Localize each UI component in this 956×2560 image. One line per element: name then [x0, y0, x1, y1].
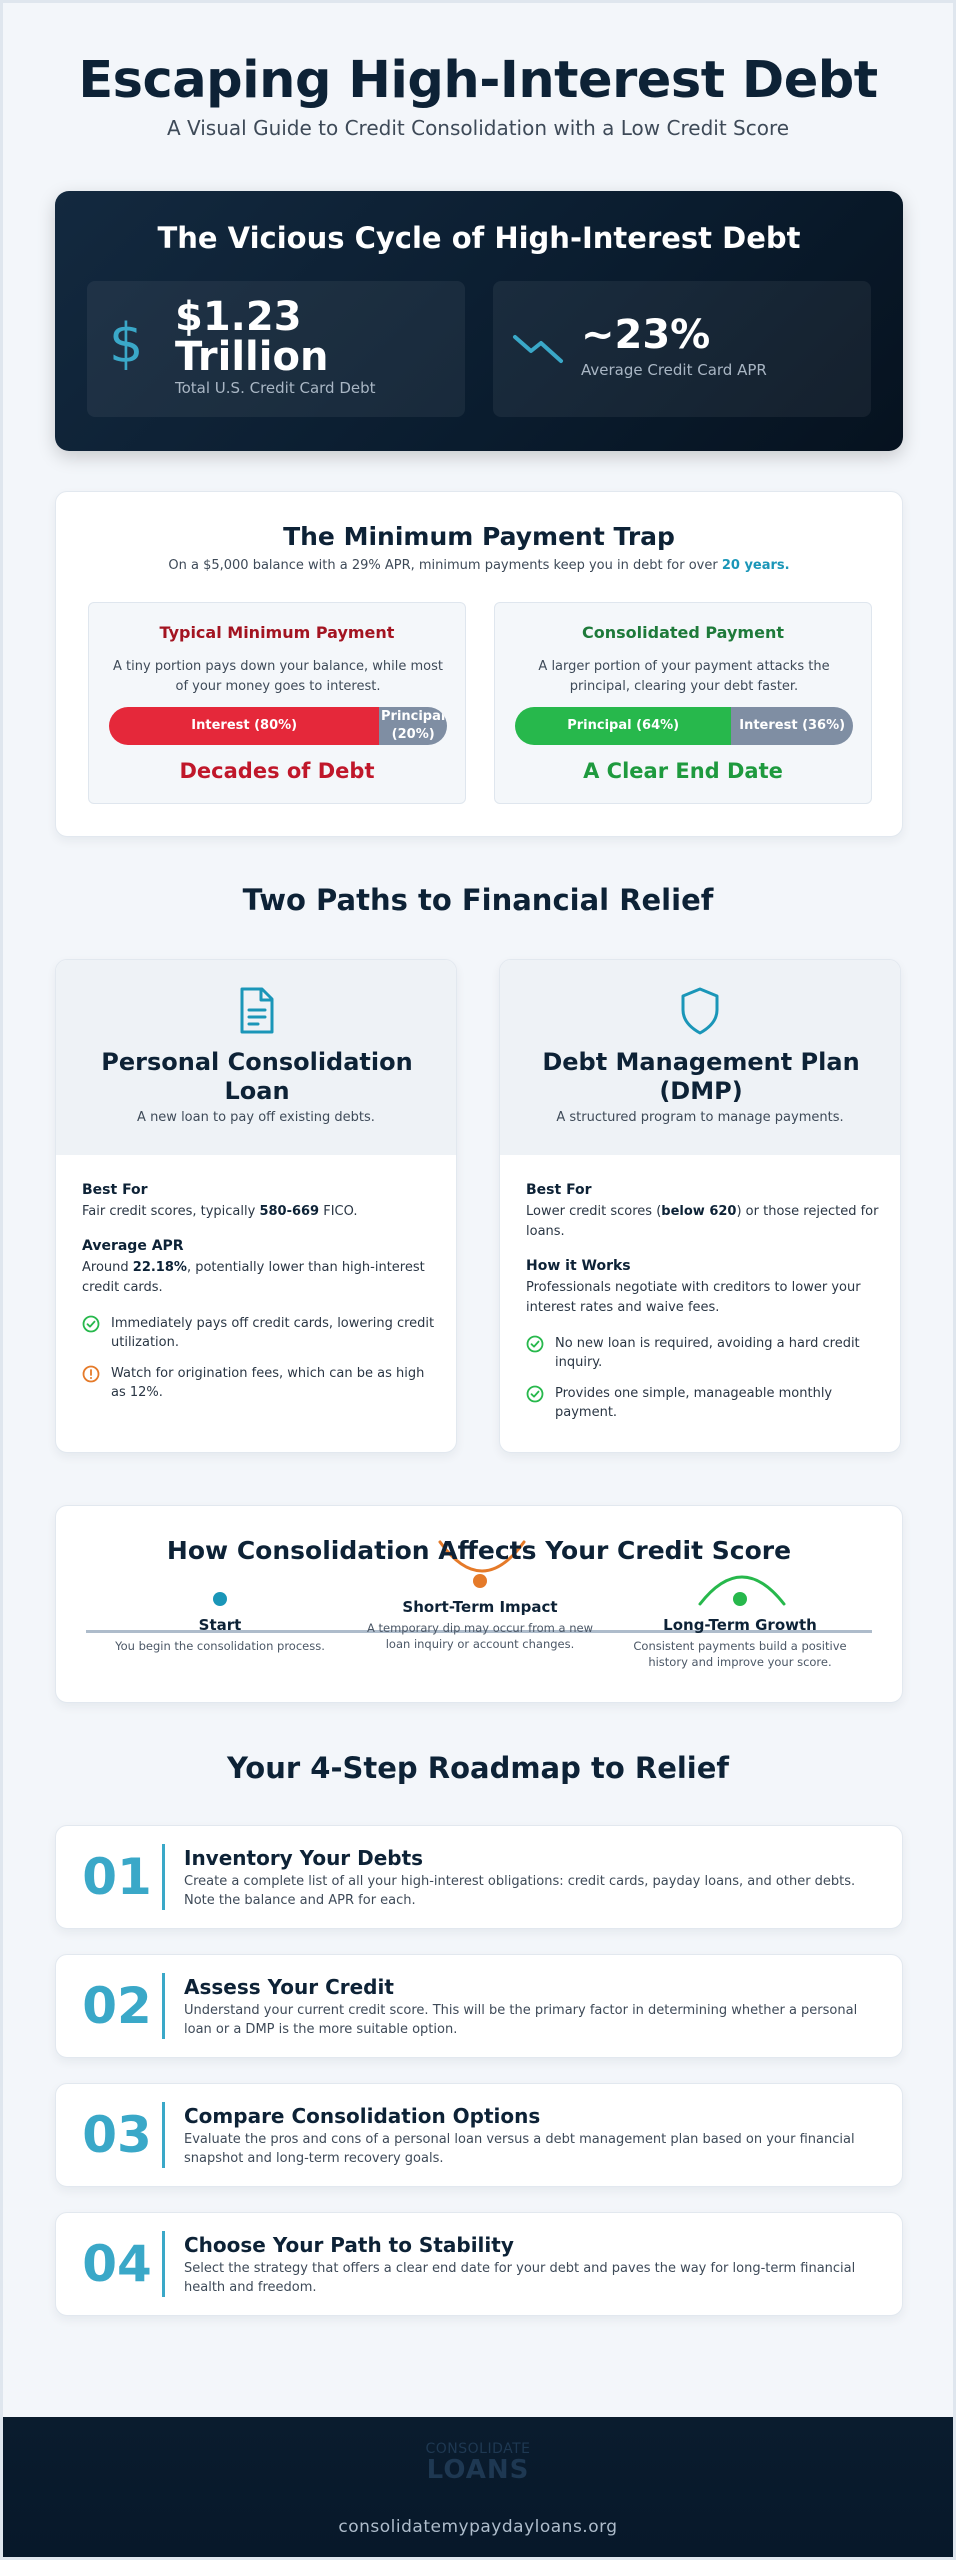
minimum-payment-outcome: Decades of Debt [179, 759, 375, 783]
personal-loan-card [55, 959, 457, 1453]
step-number: 03 [82, 2106, 152, 2164]
pro-item [82, 1314, 438, 1352]
trap-subtitle-highlight: 20 years. [721, 558, 790, 573]
step-number: 04 [82, 2235, 152, 2293]
paths-title: Two Paths to Financial Relief [242, 883, 714, 917]
check-circle-icon [82, 1315, 100, 1333]
warning-item [82, 1364, 438, 1402]
step-title: Compare Consolidation Options [184, 2104, 541, 2128]
stat-label: Total U.S. Credit Card Debt [175, 379, 376, 397]
debt-cycle-title: The Vicious Cycle of High-Interest Debt [157, 221, 801, 255]
consolidated-payment-panel [494, 602, 872, 804]
page-title: Escaping High-Interest Debt [78, 51, 878, 110]
stat-value-line1: $1.23 [175, 294, 302, 340]
interest-segment [109, 707, 379, 745]
pro-text: No new loan is required, avoiding a hard credit inquiry. [555, 1336, 860, 1370]
apr-value: 22.18% [132, 1260, 187, 1275]
dmp-tagline: A structured program to manage payments. [556, 1110, 844, 1125]
site-logo [3, 2441, 953, 2483]
logo-line1: CONSOLIDATE [425, 2441, 531, 2457]
step-title: Choose Your Path to Stability [184, 2233, 514, 2257]
footer [3, 2417, 953, 2557]
best-for-text [526, 1202, 882, 1242]
logo-line2: LOANS [426, 2455, 530, 2485]
dmp-card [499, 959, 901, 1453]
best-for-text-post: ) or those rejected for loans. [526, 1204, 879, 1239]
dmp-title: Debt Management Plan (DMP) [542, 1048, 860, 1105]
apr-stat [493, 281, 871, 417]
personal-loan-header [56, 960, 456, 1155]
timeline-dot [213, 1592, 227, 1606]
personal-loan-tagline: A new loan to pay off existing debts. [137, 1110, 375, 1125]
warning-text: Watch for origination fees, which can be as high as 12%. [111, 1366, 425, 1400]
stat-value-line2: Trillion [175, 334, 329, 380]
timeline-dot [473, 1574, 487, 1588]
timeline-node-desc: A temporary dip may occur from a new loan inquiry or account changes. [366, 1621, 593, 1651]
step-divider [162, 1844, 165, 1910]
document-icon [56, 986, 456, 1040]
best-for-score-range: below 620 [661, 1204, 737, 1219]
stat-value [175, 294, 329, 380]
credit-score-card [55, 1505, 903, 1703]
principal-segment [379, 707, 447, 745]
pro-item [526, 1334, 882, 1372]
check-circle-icon [526, 1385, 544, 1403]
site-url-link[interactable]: consolidatemypaydayloans.org [338, 2517, 618, 2537]
dmp-header [500, 960, 900, 1155]
pro-text: Provides one simple, manageable monthly payment. [555, 1386, 833, 1420]
step-description: Understand your current credit score. This will be the primary factor in determining whether a personal loan or a DMP is the more suitable option. [184, 2003, 858, 2037]
personal-loan-body [82, 1182, 438, 1414]
interest-segment-label: Interest (80%) [191, 718, 298, 733]
principal-label-line2: (20%) [391, 727, 435, 742]
timeline-node-desc: Consistent payments build a positive history and improve your score. [633, 1639, 847, 1669]
best-for-text [82, 1202, 438, 1222]
average-apr-label: Average APR [82, 1238, 184, 1254]
step-divider [162, 2102, 165, 2168]
step-divider [162, 1973, 165, 2039]
credit-card-debt-stat [87, 281, 465, 417]
minimum-payment-panel [88, 602, 466, 804]
interest-segment-label: Interest (36%) [739, 718, 846, 733]
step-title: Assess Your Credit [184, 1975, 394, 1999]
best-for-label: Best For [82, 1182, 148, 1198]
step-title: Inventory Your Debts [184, 1846, 424, 1870]
principal-segment-label [381, 708, 445, 744]
roadmap-step [55, 2083, 903, 2187]
step-description: Evaluate the pros and cons of a personal loan versus a debt management plan based on your financial snapshot and long-term recovery goals. [184, 2132, 855, 2166]
stat-value: ~23% [581, 312, 711, 358]
apr-text-pre: Around [82, 1260, 133, 1275]
pro-item [526, 1384, 882, 1422]
consolidated-payment-description: A larger portion of your payment attacks the principal, clearing your debt faster. [538, 659, 830, 694]
credit-score-title: How Consolidation Affects Your Credit Score [166, 1536, 792, 1565]
stat-label: Average Credit Card APR [581, 361, 767, 379]
consolidated-payment-bar [515, 707, 853, 745]
minimum-payment-trap-card [55, 491, 903, 837]
personal-loan-title: Personal Consolidation Loan [101, 1048, 413, 1105]
roadmap-step [55, 1825, 903, 1929]
minimum-payment-heading: Typical Minimum Payment [159, 623, 395, 642]
trap-title: The Minimum Payment Trap [283, 522, 675, 551]
timeline-dot [733, 1592, 747, 1606]
timeline-node-short-term [360, 1574, 600, 1652]
interest-segment [731, 707, 853, 745]
timeline-node-long-term [620, 1592, 860, 1670]
average-apr-text [82, 1258, 438, 1298]
roadmap-step [55, 1954, 903, 2058]
best-for-text-pre: Lower credit scores ( [526, 1204, 662, 1219]
step-number: 01 [82, 1848, 152, 1906]
consolidated-payment-outcome: A Clear End Date [583, 759, 783, 783]
trap-subtitle [56, 558, 902, 573]
debt-cycle-panel [55, 191, 903, 451]
shield-icon [500, 986, 900, 1040]
roadmap-title: Your 4-Step Roadmap to Relief [226, 1751, 730, 1785]
consolidated-payment-heading: Consolidated Payment [582, 623, 784, 642]
best-for-text-post: FICO. [319, 1204, 358, 1219]
warning-circle-icon [82, 1365, 100, 1383]
step-number: 02 [82, 1977, 152, 2035]
how-it-works-label: How it Works [526, 1258, 631, 1274]
step-divider [162, 2231, 165, 2297]
principal-segment [515, 707, 731, 745]
best-for-score-range: 580-669 [259, 1204, 320, 1219]
trend-down-icon [511, 329, 567, 369]
check-circle-icon [526, 1335, 544, 1353]
timeline-node-title: Long-Term Growth [663, 1616, 817, 1634]
timeline-node-title: Short-Term Impact [402, 1598, 558, 1616]
page-subtitle: A Visual Guide to Credit Consolidation with a Low Credit Score [166, 116, 790, 140]
step-description: Select the strategy that offers a clear end date for your debt and paves the way for long-term financial health and freedom. [184, 2261, 856, 2295]
dmp-body [526, 1182, 882, 1434]
principal-label-line1: Principal [381, 709, 446, 724]
principal-segment-label: Principal (64%) [567, 718, 680, 733]
dollar-icon: $ [109, 312, 144, 375]
best-for-text-pre: Fair credit scores, typically [82, 1204, 260, 1219]
step-description: Create a complete list of all your high-interest obligations: credit cards, payday loans, and other debts. Note the balance and APR for each. [184, 1874, 856, 1908]
timeline-node-desc: You begin the consolidation process. [115, 1639, 325, 1653]
minimum-payment-bar [109, 707, 447, 745]
trap-subtitle-text: On a $5,000 balance with a 29% APR, minimum payments keep you in debt for over [168, 558, 722, 573]
roadmap-step [55, 2212, 903, 2316]
minimum-payment-description: A tiny portion pays down your balance, while most of your money goes to interest. [113, 659, 443, 694]
how-it-works-text: Professionals negotiate with creditors to lower your interest rates and waive fees. [526, 1280, 861, 1315]
apr-text-post: , potentially lower than high-interest credit cards. [82, 1260, 425, 1295]
best-for-label: Best For [526, 1182, 592, 1198]
timeline-node-title: Start [198, 1616, 242, 1634]
timeline-node-start [100, 1592, 340, 1654]
pro-text: Immediately pays off credit cards, lowering credit utilization. [111, 1316, 435, 1350]
